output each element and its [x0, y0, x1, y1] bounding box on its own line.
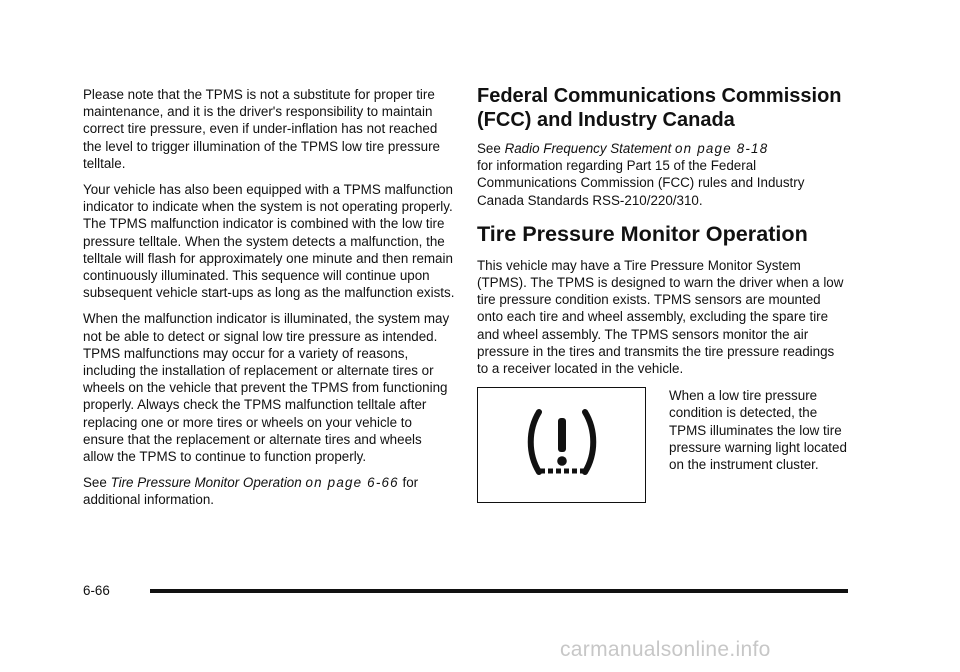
figure-frame [477, 387, 646, 503]
right-column [477, 84, 849, 517]
warning-light-figure [477, 387, 849, 517]
fcc-paragraph [477, 140, 849, 209]
tpms-description-paragraph: This vehicle may have a Tire Pressure Monitor System (TPMS). The TPMS is designed to warn the driver when a low tire pressure condition exists. TPMS sensors are mounted onto each tire and wheel assembly, excluding the spare tire and wheel assembly. The TPMS sensors monitor the air pressure in the tires and transmits the tire pressure readings to a receiver located in the vehicle. [477, 257, 844, 377]
see-also-rest: for additional information. [83, 475, 419, 508]
fcc-cross-reference-page[interactable]: on page 8-18 [675, 141, 769, 156]
cross-reference-page[interactable]: on page 6-66 [305, 475, 399, 491]
malfunction-indicator-paragraph: Your vehicle has also been equipped with a TPMS malfunction indicator to indicate when the system is not operating properly. The TPMS malfunction indicator is combined with the low tire pressure telltale. When the system detects a malfunction, the telltale will flash for approximately one minute and then remain continuously illuminated. This sequence will continue upon subsequent vehicle start-ups as long as the malfunction exists. [83, 182, 455, 301]
see-label: See [83, 475, 107, 491]
low-tire-pressure-warning-icon [526, 408, 598, 480]
page-number: 6-66 [83, 583, 110, 598]
cross-reference-link[interactable]: Tire Pressure Monitor Operation [110, 475, 302, 491]
fcc-heading: Federal Communications Commission (FCC) and Industry Canada [477, 85, 842, 131]
fcc-see-label: See [477, 141, 501, 156]
footer-rule [150, 589, 848, 593]
figure-caption: When a low tire pressure condition is detected, the TPMS illuminates the low tire pressure warning light located on the instrument cluster. [669, 388, 847, 473]
malfunction-effects-paragraph: When the malfunction indicator is illuminated, the system may not be able to detect or signal low tire pressure as intended. TPMS malfunctions may occur for a variety of reasons, including the installation of replacement or alternate tires or wheels on the vehicle that prevent the TPMS from functioning properly. Always check the TPMS malfunction telltale after replacing one or more tires or wheels on your vehicle to ensure that the replacement or alternate tires and wheels allow the TPMS to continue to function properly. [83, 311, 450, 465]
section-heading: Tire Pressure Monitor Operation [477, 220, 808, 246]
fcc-rest: for information regarding Part 15 of the Federal Communications Commission (FCC) rules and Industry Canada Standards RSS-210/220/310. [477, 158, 805, 208]
left-column [83, 86, 455, 518]
fcc-cross-reference-link[interactable]: Radio Frequency Statement [504, 141, 672, 156]
see-also-paragraph [83, 474, 455, 508]
watermark: carmanualsonline.info [560, 638, 771, 661]
tpms-note-paragraph: Please note that the TPMS is not a substitute for proper tire maintenance, and it is the driver's responsibility to maintain correct tire pressure, even if under-inflation has not reached the level to trigger illumination of the TPMS low tire pressure telltale. [83, 87, 440, 171]
